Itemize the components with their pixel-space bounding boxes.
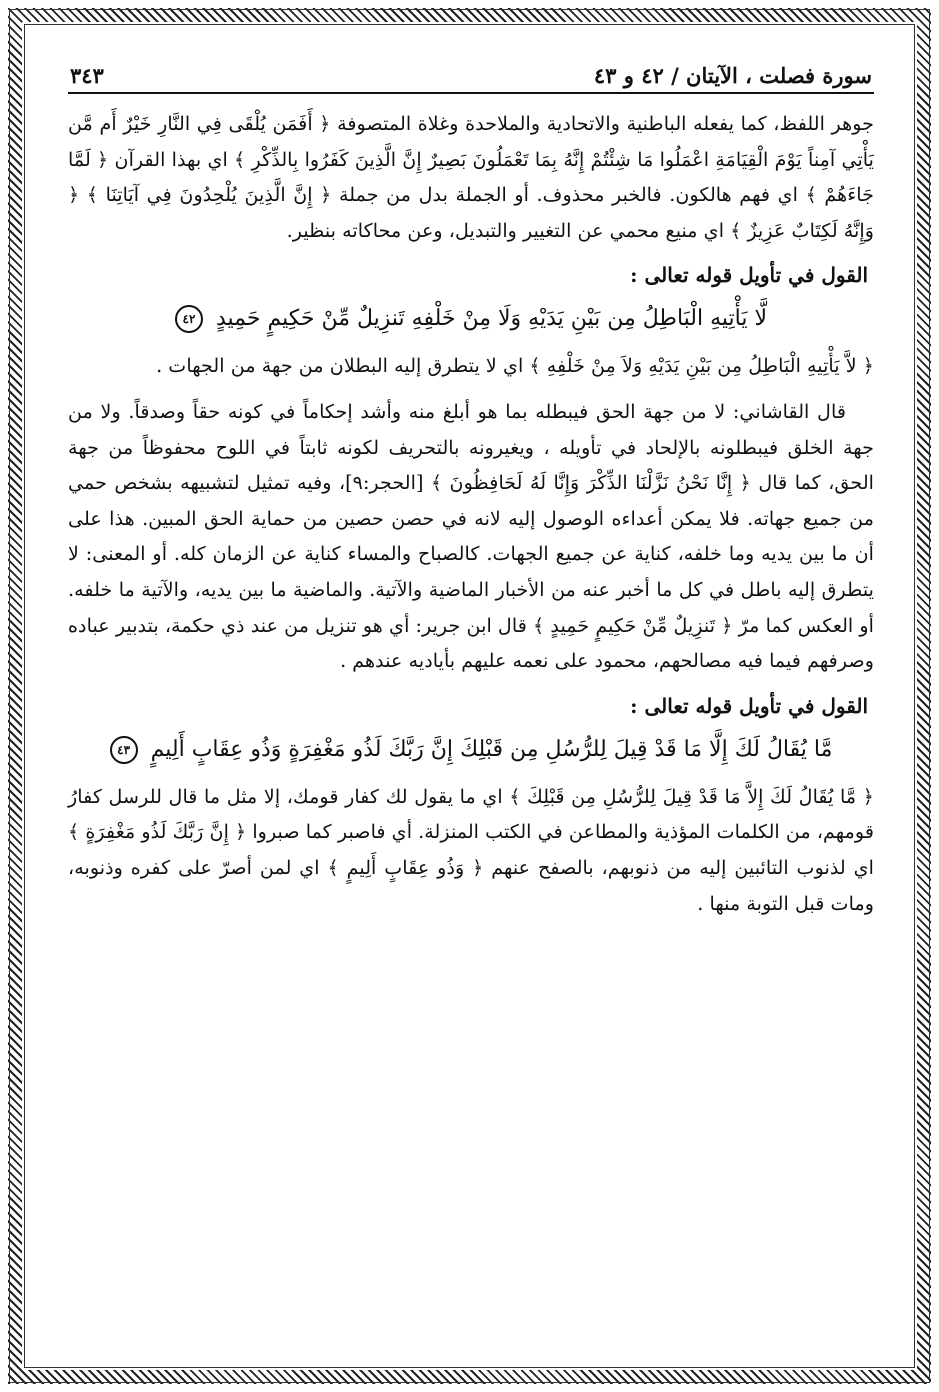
page-body <box>68 94 874 921</box>
page-number: ٣٤٣ <box>70 63 104 88</box>
verse-43-number: ٤٣ <box>110 736 138 764</box>
section-heading-1: القول في تأويل قوله تعالى : <box>630 263 868 288</box>
book-page <box>68 58 874 1338</box>
chapter-title: سورة فصلت ، الآيتان / ٤٢ و ٤٣ <box>593 63 872 88</box>
paragraph-1: جوهر اللفظ، كما يفعله الباطنية والاتحادية والملاحدة وغلاة المتصوفة ﴿ أَفَمَن يُلْقَى فِي النَّارِ خَيْرٌ أَم مَّن يَأْتِي آمِناً يَوْمَ الْقِيَامَةِ اعْمَلُوا مَا شِئْتُمْ إِنَّهُ بِمَا تَعْمَلُونَ بَصِيرٌ إِنَّ الَّذِينَ كَفَرُوا بِالذِّكْرِ ﴾ اي بهذا القرآن ﴿ لَمَّا جَاءَهُمْ ﴾ اي فهم هالكون. فالخبر محذوف. أو الجملة بدل من جملة ﴿ إِنَّ الَّذِينَ يُلْحِدُونَ فِي آيَاتِنَا ﴾ ﴿ وَإِنَّهُ لَكِتَابٌ عَزِيزٌ ﴾ اي منيع محمي عن التغيير والتبديل، وعن محاكاته بنظير. <box>68 112 874 242</box>
paragraph-4: ﴿ مَّا يُقَالُ لَكَ إِلاَّ مَا قَدْ قِيلَ لِلرُّسُلِ مِن قَبْلِكَ ﴾ اي ما يقول لك كفار قومك، إلا مثل ما قال للرسل كفارُ قومهم، من الكلمات المؤذية والمطاعن في الكتب المنزلة. أي فاصبر كما صبروا ﴿ إِنَّ رَبَّكَ لَذُو مَغْفِرَةٍ ﴾ اي لذنوب التائبين إليه من ذنوبهم، بالصفح عنهم ﴿ وَذُو عِقَابٍ أَلِيمٍ ﴾ اي لمن أصرّ على كفره وذنوبه، ومات قبل التوبة منها . <box>68 784 874 915</box>
verse-42-number: ٤٢ <box>175 305 203 333</box>
page-header <box>68 58 874 94</box>
verse-43-text: مَّا يُقَالُ لَكَ إِلَّا مَا قَدْ قِيلَ لِلرُّسُلِ مِن قَبْلِكَ إِنَّ رَبَّكَ لَذُو مَغْفِرَةٍ وَذُو عِقَابٍ أَلِيمٍ <box>150 736 833 762</box>
paragraph-2: ﴿ لاَّ يَأْتِيهِ الْبَاطِلُ مِن بَيْنِ يَدَيْهِ وَلاَ مِنْ خَلْفِهِ ﴾ اي لا يتطرق إليه البطلان من جهة من الجهات . <box>156 354 874 378</box>
verse-42-text: لَّا يَأْتِيهِ الْبَاطِلُ مِن بَيْنِ يَدَيْهِ وَلَا مِنْ خَلْفِهِ تَنزِيلٌ مِّنْ حَكِيمٍ حَمِيدٍ <box>215 306 768 332</box>
verse-42 <box>68 296 874 342</box>
section-heading-2: القول في تأويل قوله تعالى : <box>630 693 868 718</box>
verse-43 <box>68 727 874 773</box>
paragraph-3: قال القاشاني: لا من جهة الحق فيبطله بما هو أبلغ منه وأشد إحكاماً في كونه حقاً وصدقاً. ولا من جهة الخلق فيبطلونه بالإلحاد في تأويله ، ويغيرونه بالتحريف لكونه ثابتاً في اللوح محفوظاً من جهة الحق، كما قال ﴿ إِنَّا نَحْنُ نَزَّلْنَا الذِّكْرَ وَإِنَّا لَهُ لَحَافِظُونَ ﴾ [الحجر:٩]، وفيه تمثيل لتشبيهه بشخص حمي من جميع جهاته. فلا يمكن أعداءه الوصول إليه لانه في حصن حصين من حماية الحق المبين. هذا على أن ما بين يديه وما خلفه، كناية عن جميع الجهات. كالصباح والمساء كناية عن الزمان كله. أو المعنى: لا يتطرق إليه باطل في كل ما أخبر عنه من الأخبار الماضية والآتية. والماضية ما بين يديه، والآتية ما خلفه. أو العكس كما مرّ ﴿ تَنزِيلٌ مِّنْ حَكِيمٍ حَمِيدٍ ﴾ قال ابن جرير: أي هو تنزيل من عند ذي حكمة، بتدبير عباده وصرفهم فيما فيه مصالحهم، محمود على نعمه عليهم بأياديه عندهم . <box>68 399 874 673</box>
